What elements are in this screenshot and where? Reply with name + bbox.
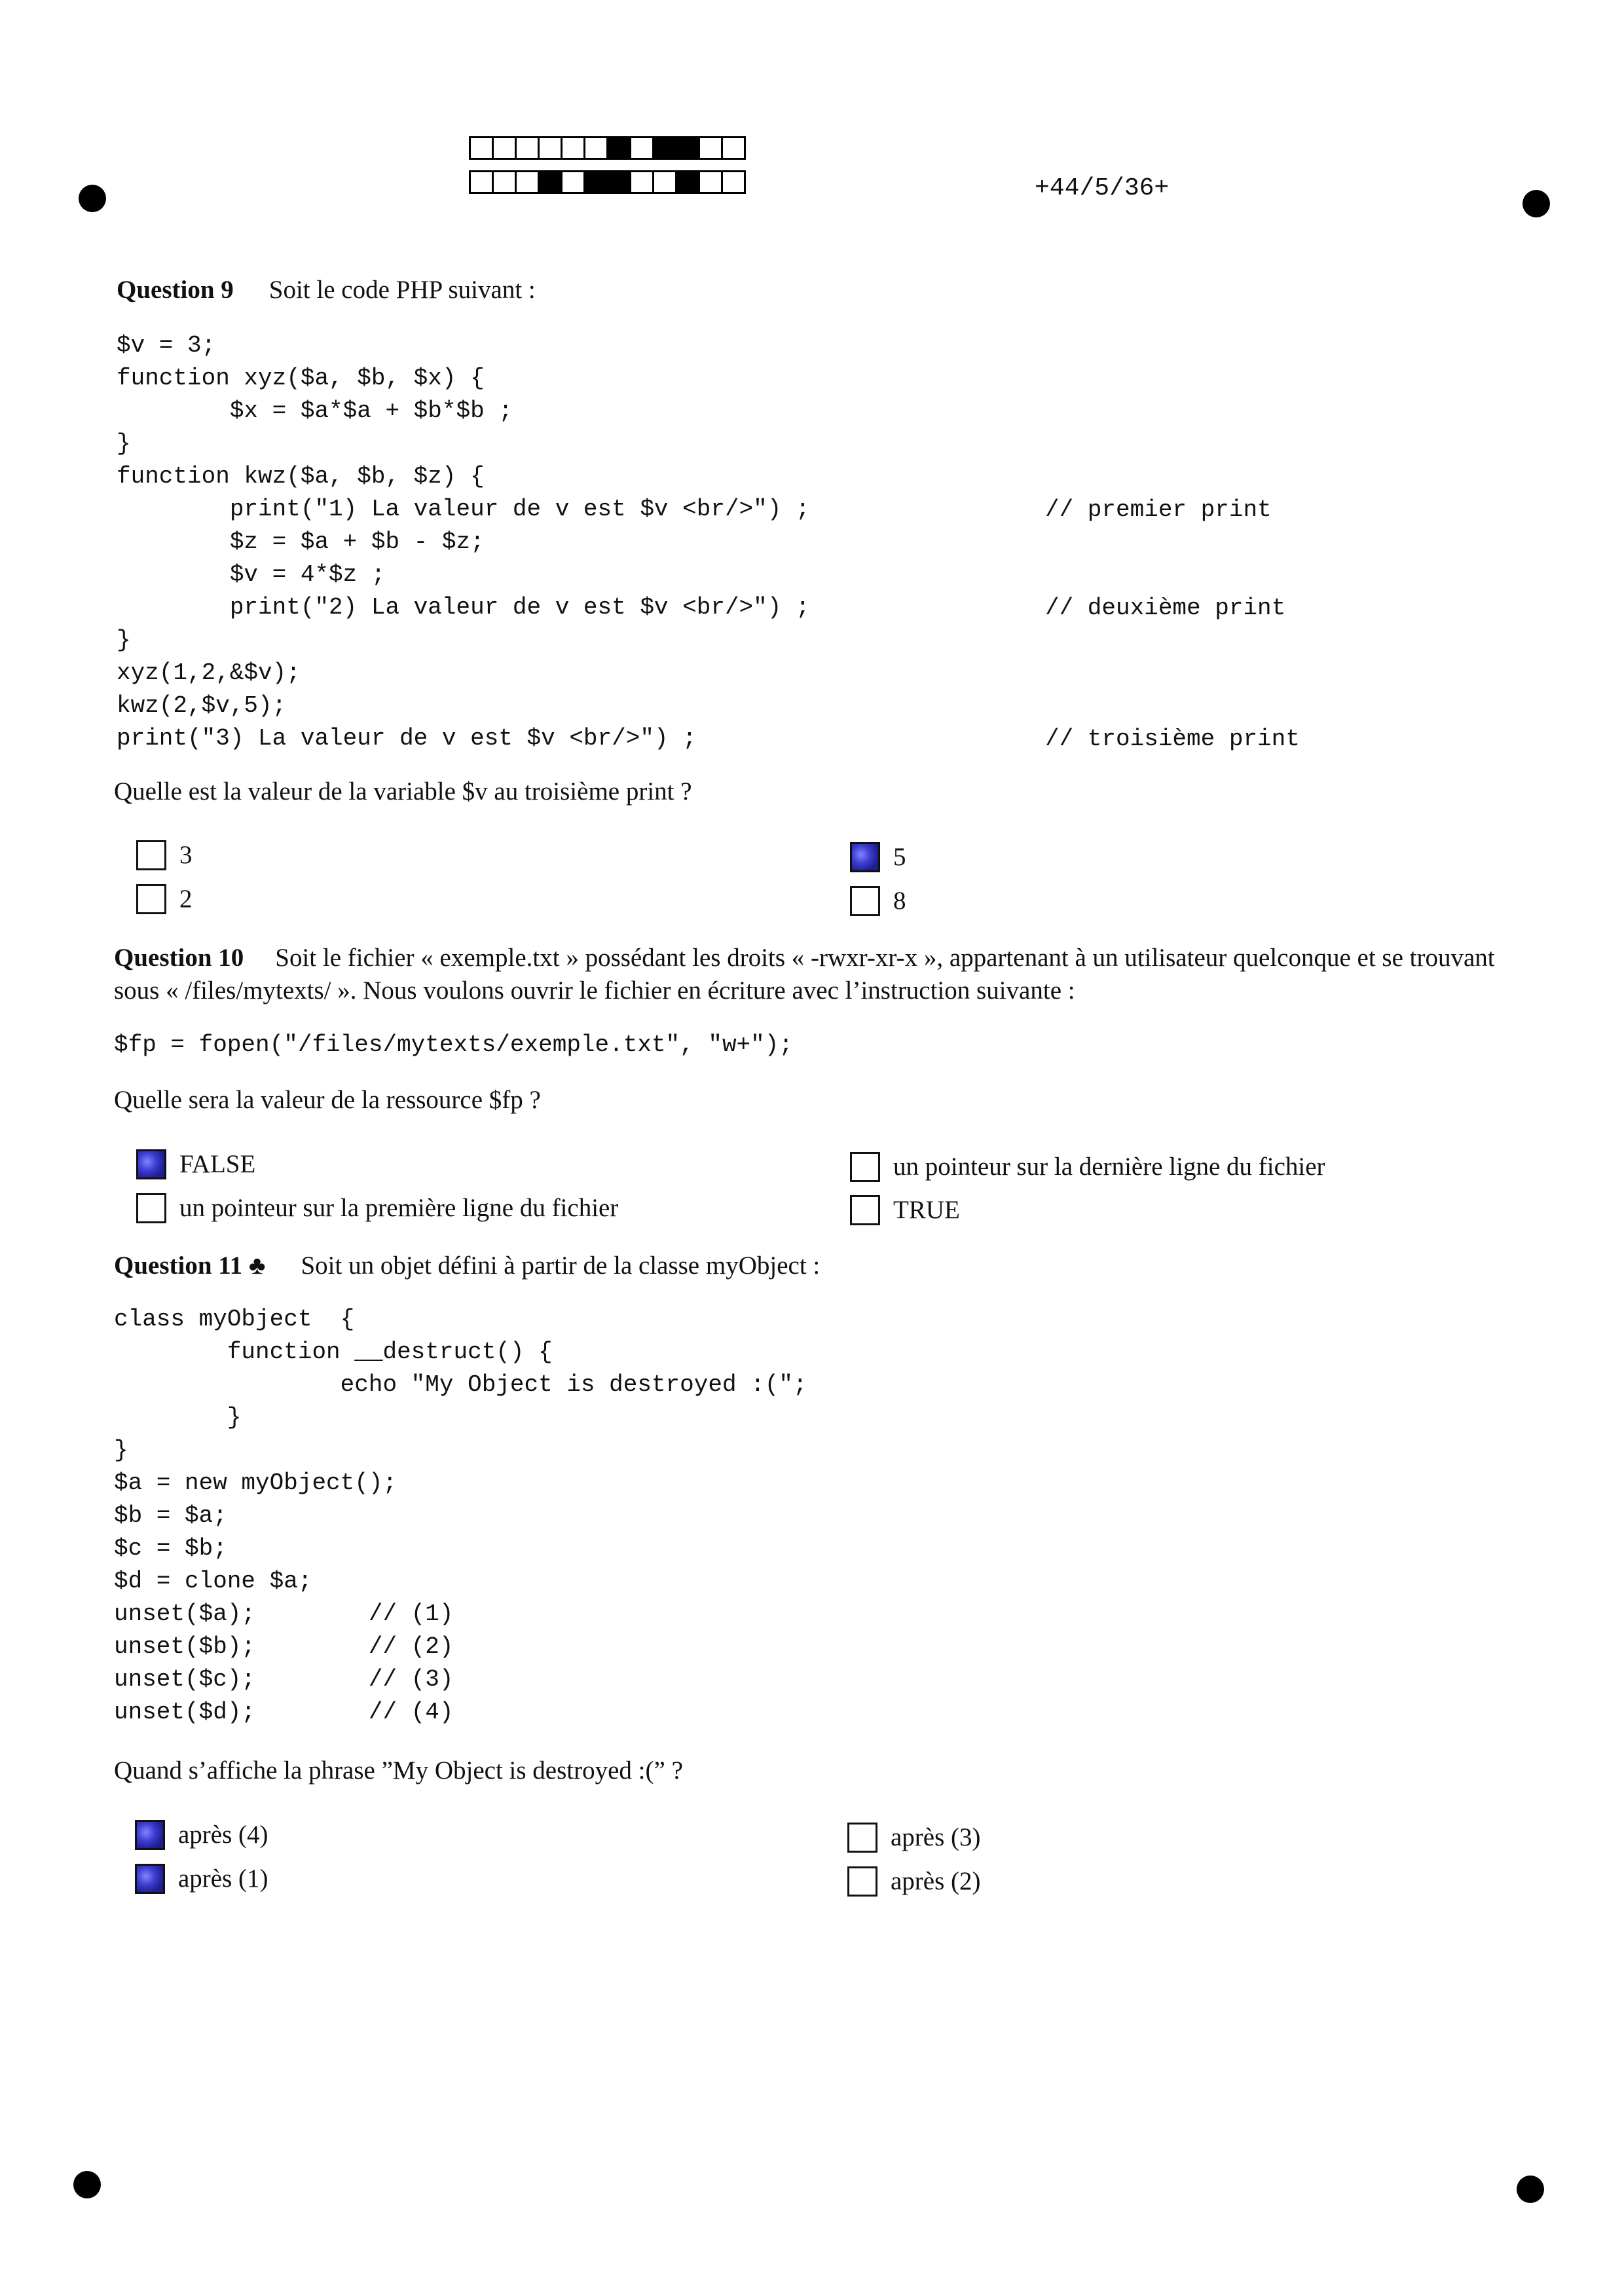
barcode-cell — [469, 170, 494, 194]
checkbox[interactable] — [136, 1149, 166, 1179]
checkbox[interactable] — [135, 1820, 165, 1850]
barcode-cell — [583, 170, 608, 194]
q11-code: class myObject { function __destruct() { echo "My Object is destroyed :("; } } $a = new myObject(); $b = $a; $c = $b; $d = clone $a; unset($a); // (1) unset($b); // (2) unset($c); // (3) unset($d); // (4) — [114, 1306, 807, 1726]
q10-option-1[interactable] — [136, 1148, 255, 1181]
checkbox[interactable] — [850, 1152, 880, 1182]
q11-label: Question 11 ♣ — [114, 1251, 266, 1280]
q11-option-4[interactable] — [847, 1865, 981, 1898]
barcode-cell — [469, 136, 494, 160]
barcode-cell — [721, 136, 746, 160]
q11-option-2[interactable] — [135, 1862, 268, 1895]
page-id: +44/5/36+ — [1035, 174, 1170, 202]
registration-mark-top-left — [79, 185, 106, 212]
q10-text: Soit le fichier « exemple.txt » possédant les droits « -rwxr-xr-x », appartenant à un utilisateur quelconque et se trouvant sous « /files/mytexts/ ». Nous voulons ouvrir le fichier en écriture avec l’instruction suivante : — [114, 944, 1495, 1005]
barcode-cell — [538, 136, 563, 160]
option-label: après (4) — [178, 1821, 268, 1849]
q9-label: Question 9 — [117, 276, 234, 304]
barcode-cell — [492, 136, 517, 160]
q10-option-2[interactable] — [136, 1192, 618, 1225]
checkbox[interactable] — [850, 886, 880, 916]
registration-mark-bottom-right — [1517, 2176, 1544, 2203]
barcode-cell — [629, 170, 654, 194]
q10-prompt: Quelle sera la valeur de la ressource $fp ? — [114, 1086, 541, 1114]
checkbox[interactable] — [847, 1866, 877, 1897]
barcode-cell — [561, 136, 585, 160]
q9-text: Soit le code PHP suivant : — [268, 276, 536, 304]
q11-option-3[interactable] — [847, 1821, 981, 1854]
checkbox[interactable] — [135, 1864, 165, 1894]
barcode-cell — [492, 170, 517, 194]
checkbox[interactable] — [136, 840, 166, 870]
option-label: un pointeur sur la première ligne du fichier — [179, 1194, 619, 1222]
q9-option-3[interactable] — [850, 841, 906, 874]
barcode-cell — [652, 136, 677, 160]
q9-prompt: Quelle est la valeur de la variable $v au troisième print ? — [114, 777, 692, 805]
q9-comment-3: // troisième print — [1045, 726, 1300, 752]
option-label: 3 — [179, 841, 193, 869]
barcode-cell — [698, 170, 723, 194]
q10-heading — [114, 942, 1522, 1007]
q11-option-1[interactable] — [135, 1819, 268, 1851]
checkbox[interactable] — [847, 1823, 877, 1853]
option-label: un pointeur sur la dernière ligne du fichier — [893, 1153, 1325, 1181]
q9-option-1[interactable] — [136, 839, 193, 872]
option-label: FALSE — [179, 1150, 256, 1178]
q9-comment-2: // deuxième print — [1045, 595, 1286, 621]
checkbox[interactable] — [136, 1193, 166, 1223]
option-label: après (2) — [891, 1867, 981, 1895]
barcode-cell — [583, 136, 608, 160]
option-label: 5 — [893, 843, 906, 871]
q11-heading — [114, 1250, 820, 1282]
checkbox[interactable] — [850, 842, 880, 872]
q10-option-3[interactable] — [850, 1151, 1325, 1183]
barcode-cell — [698, 136, 723, 160]
q11-text: Soit un objet défini à partir de la classe myObject : — [301, 1251, 821, 1280]
q9-code: $v = 3; function xyz($a, $b, $x) { $x = $a*$a + $b*$b ; } function kwz($a, $b, $z) { print("1) La valeur de v est $v <br/>") ; $z = $a + $b - $z; $v = 4*$z ; print("2) La valeur de v est $v <br/>") ; } xyz(1,2,&$v); kwz(2,$v,5); print("3) La valeur de v est $v <br/>") ; — [117, 332, 810, 752]
option-label: 2 — [179, 885, 193, 913]
barcode-cell — [515, 170, 540, 194]
q9-comment-1: // premier print — [1045, 496, 1272, 523]
q9-option-4[interactable] — [850, 885, 906, 917]
registration-mark-top-right — [1522, 190, 1550, 217]
barcode-cell — [606, 136, 631, 160]
barcode-cell — [515, 136, 540, 160]
q11-prompt: Quand s’affiche la phrase ”My Object is destroyed :(” ? — [114, 1756, 683, 1785]
checkbox[interactable] — [136, 884, 166, 914]
barcode-cell — [721, 170, 746, 194]
q10-code: $fp = fopen("/files/mytexts/exemple.txt", "w+"); — [114, 1031, 793, 1058]
option-label: 8 — [893, 887, 906, 915]
barcode-cell — [606, 170, 631, 194]
registration-mark-bottom-left — [73, 2171, 101, 2198]
checkbox[interactable] — [850, 1195, 880, 1225]
option-label: après (1) — [178, 1864, 268, 1893]
barcode-cell — [561, 170, 585, 194]
barcode-row-2 — [469, 170, 744, 194]
option-label: TRUE — [893, 1196, 960, 1224]
q9-heading — [117, 274, 536, 306]
barcode-cell — [538, 170, 563, 194]
option-label: après (3) — [891, 1823, 981, 1851]
barcode-cell — [675, 170, 700, 194]
barcode-cell — [675, 136, 700, 160]
q9-option-2[interactable] — [136, 883, 193, 916]
barcode-row-1 — [469, 136, 744, 160]
barcode-cell — [629, 136, 654, 160]
barcode-cell — [652, 170, 677, 194]
q10-label: Question 10 — [114, 944, 244, 972]
q10-option-4[interactable] — [850, 1194, 960, 1227]
